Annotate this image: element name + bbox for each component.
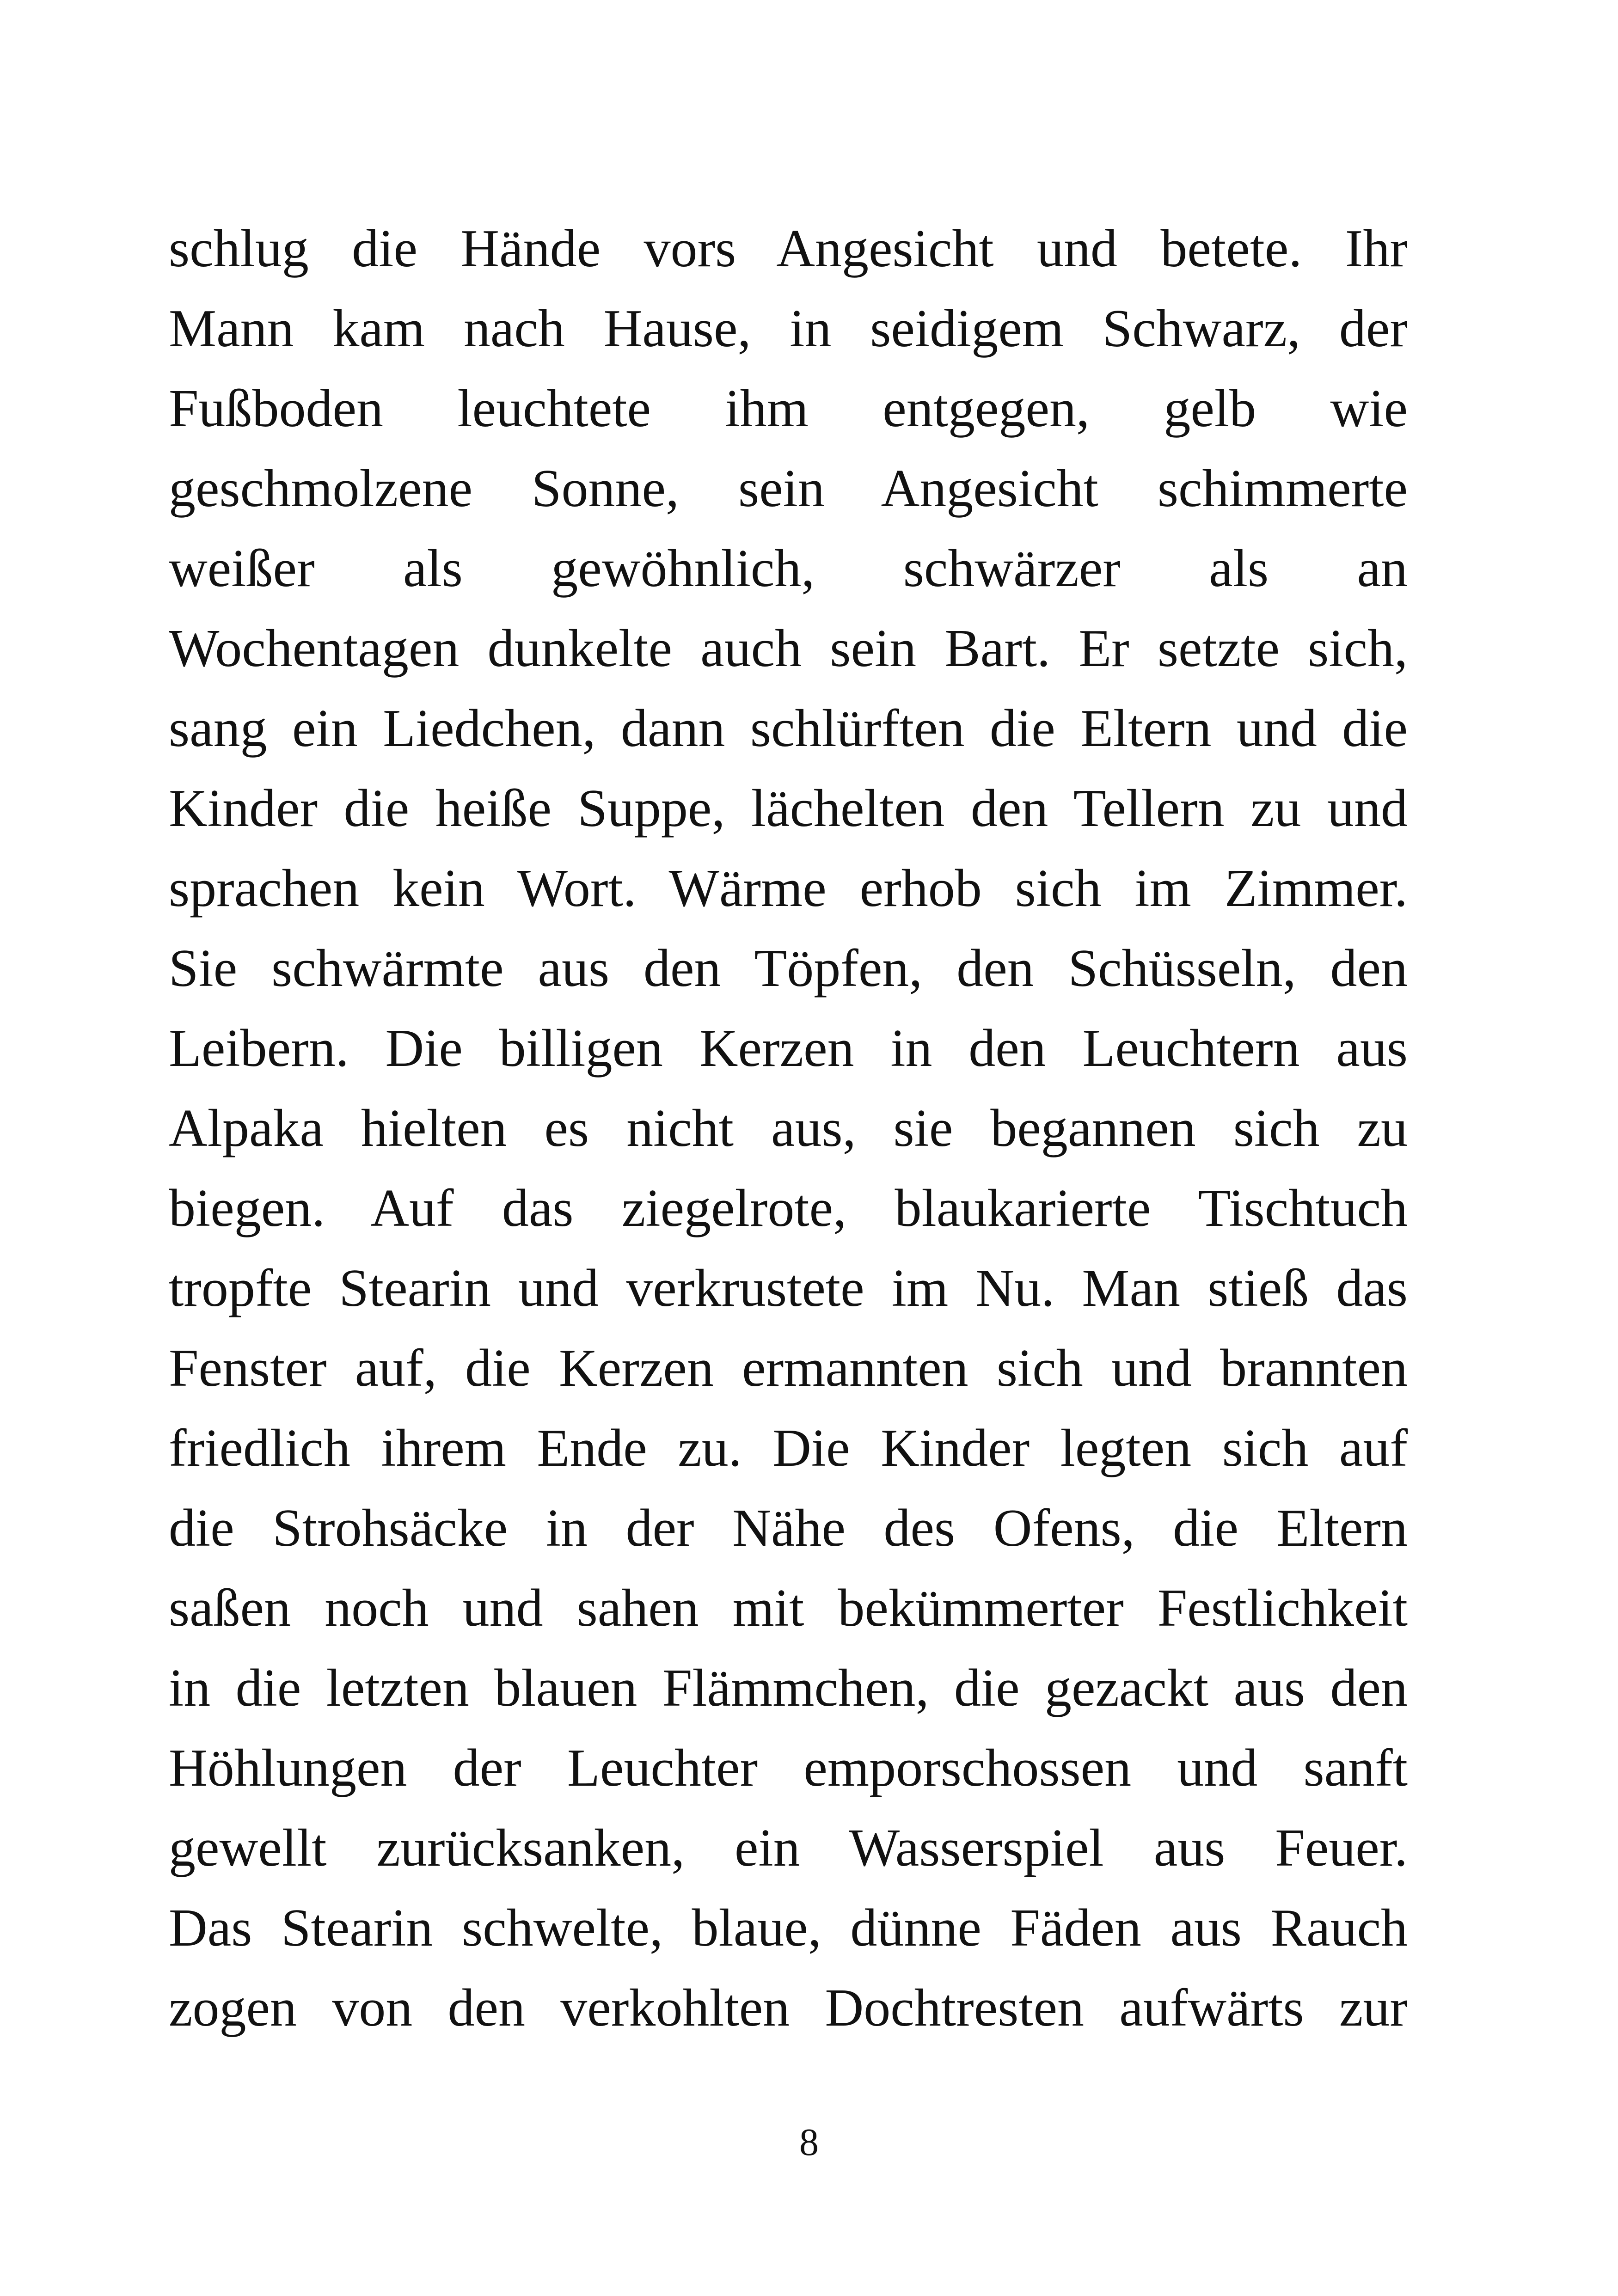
text-line: Leibern. Die billigen Kerzen in den Leuchtern aus [169,1019,1408,1078]
text-line: Fußboden leuchtete ihm entgegen, gelb wie [169,379,1408,438]
text-line: weißer als gewöhnlich, schwärzer als an [169,539,1408,598]
body-text [169,209,1408,2048]
text-line: sang ein Liedchen, dann schlürften die Eltern und die [169,699,1408,758]
text-line: tropfte Stearin und verkrustete im Nu. Man stieß das [169,1259,1408,1318]
text-line: friedlich ihrem Ende zu. Die Kinder legten sich auf [169,1419,1408,1478]
text-line: zogen von den verkohlten Dochtresten aufwärts zur [169,1978,1408,2038]
text-line: Fenster auf, die Kerzen ermannten sich und brannten [169,1339,1408,1398]
text-line: Sie schwärmte aus den Töpfen, den Schüsseln, den [169,939,1408,998]
text-line: Das Stearin schwelte, blaue, dünne Fäden aus Rauch [169,1898,1408,1958]
text-line: schlug die Hände vors Angesicht und betete. Ihr [169,219,1408,278]
text-line: in die letzten blauen Flämmchen, die gezackt aus den [169,1659,1408,1718]
text-line: biegen. Auf das ziegelrote, blaukarierte Tischtuch [169,1179,1408,1238]
text-line: geschmolzene Sonne, sein Angesicht schimmerte [169,459,1408,518]
text-line: saßen noch und sahen mit bekümmerter Festlichkeit [169,1579,1408,1638]
text-line: Höhlungen der Leuchter emporschossen und sanft [169,1739,1408,1798]
text-line: gewellt zurücksanken, ein Wasserspiel aus Feuer. [169,1818,1408,1878]
text-line: Alpaka hielten es nicht aus, sie begannen sich zu [169,1099,1408,1158]
text-line: die Strohsäcke in der Nähe des Ofens, die Eltern [169,1499,1408,1558]
text-line: Wochentagen dunkelte auch sein Bart. Er setzte sich, [169,619,1408,678]
text-line: Mann kam nach Hause, in seidigem Schwarz, der [169,299,1408,358]
text-line: sprachen kein Wort. Wärme erhob sich im Zimmer. [169,859,1408,918]
page-number: 8 [799,2121,819,2164]
text-line: Kinder die heiße Suppe, lächelten den Tellern zu und [169,779,1408,838]
